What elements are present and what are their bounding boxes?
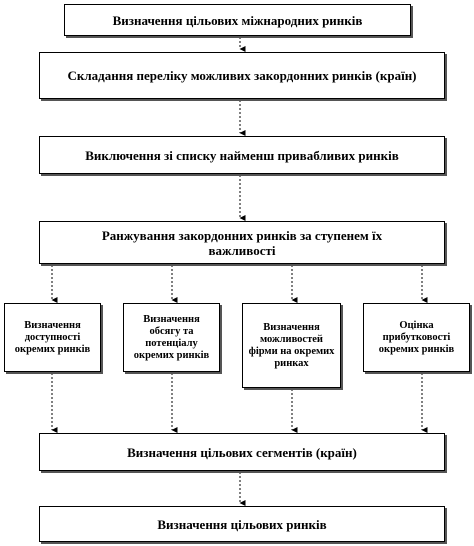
box-label: Визначення цільових ринків bbox=[157, 516, 327, 532]
box-target-segments bbox=[39, 433, 445, 471]
box-market-volume-potential bbox=[123, 303, 220, 372]
box-label: Визначення можливостей фірми на окремих ринках bbox=[248, 321, 335, 369]
box-label: Виключення зі списку найменш привабливих ринків bbox=[85, 147, 399, 163]
box-exclude-least-attractive bbox=[39, 136, 445, 174]
box-label: Ранжування закордонних ринків за ступенем їх важливості bbox=[101, 227, 383, 258]
box-list-foreign-markets bbox=[39, 52, 445, 99]
box-rank-markets bbox=[39, 221, 445, 264]
box-label: Складання переліку можливих закордонних ринків (країн) bbox=[67, 68, 417, 83]
box-firm-capabilities bbox=[242, 303, 341, 388]
box-label: Визначення цільових сегментів (країн) bbox=[127, 444, 357, 460]
box-label: Визначення обсягу та потенціалу окремих ринків bbox=[133, 313, 210, 361]
box-label: Визначення доступності окремих ринків bbox=[14, 319, 91, 355]
box-label: Визначення цільових міжнародних ринків bbox=[112, 12, 363, 28]
box-target-intl-markets bbox=[64, 4, 411, 36]
box-target-markets bbox=[39, 506, 445, 542]
box-market-accessibility bbox=[4, 303, 101, 372]
box-profitability-assessment bbox=[363, 303, 470, 372]
box-label: Оцінка прибутковості окремих ринків bbox=[378, 319, 455, 355]
